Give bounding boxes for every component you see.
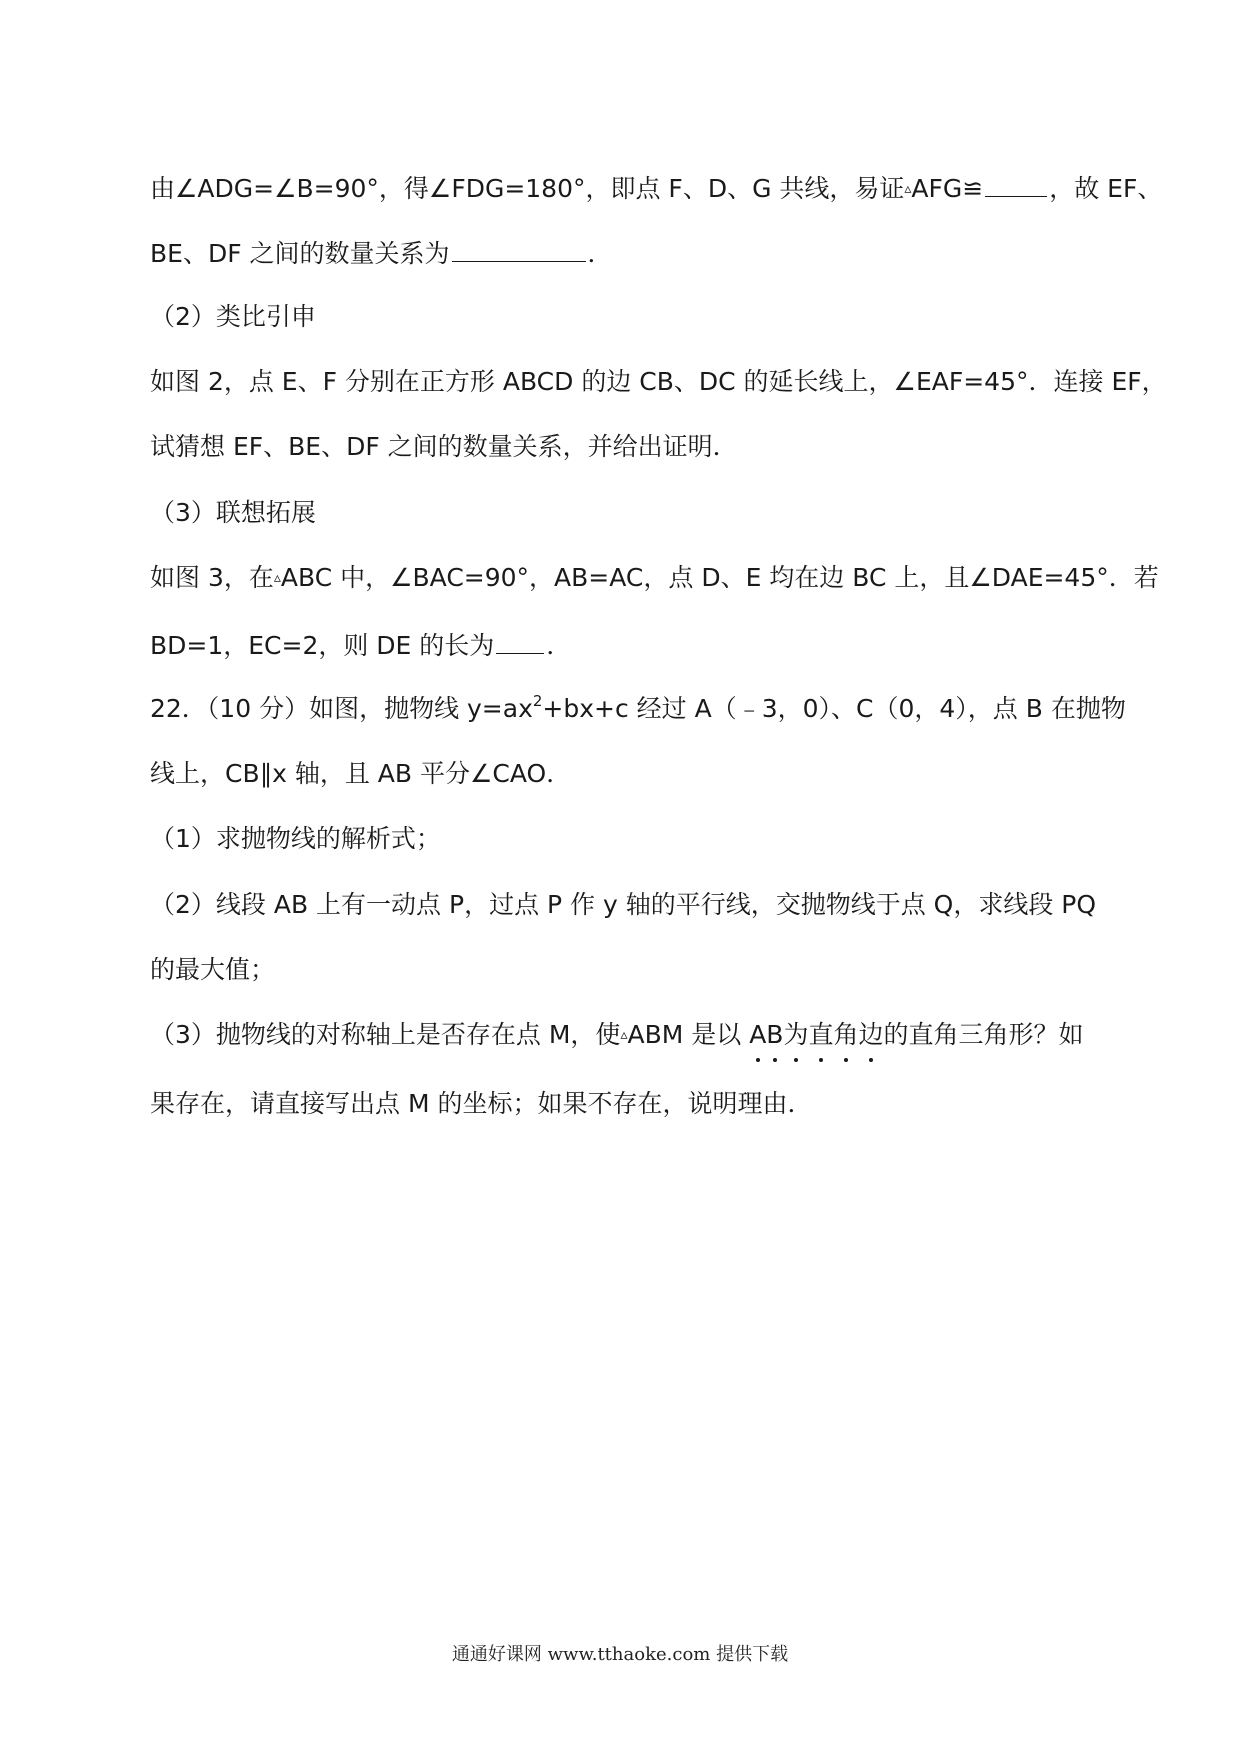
answer-blank — [985, 170, 1047, 197]
text-line-1 — [150, 170, 1163, 206]
text-segment: （3）抛物线的对称轴上是否存在点 M，使 — [150, 1020, 621, 1049]
triangle-symbol: ▵ — [904, 181, 912, 197]
text-segment: ABM 是以 — [627, 1020, 750, 1049]
text-line-4: 如图 2，点 E、F 分别在正方形 ABCD 的边 CB、DC 的延长线上，∠EAF=45°．连接 EF， — [150, 367, 1167, 396]
text-segment: AFG≌ — [911, 174, 984, 203]
answer-blank — [452, 235, 586, 262]
question-22-part-2-cont: 的最大值； — [150, 955, 276, 984]
section-heading-2: （2）类比引申 — [150, 302, 316, 331]
text-segment: ，故 EF、 — [1049, 174, 1163, 203]
emphasis-char: B — [766, 1018, 783, 1052]
emphasis-char: 角 — [833, 1018, 858, 1052]
question-22-part-3-cont: 果存在，请直接写出点 M 的坐标；如果不存在，说明理由． — [150, 1089, 813, 1118]
text-segment: 的直角三角形？如 — [883, 1020, 1084, 1049]
triangle-symbol: ▵ — [273, 570, 281, 586]
text-line-8 — [150, 627, 1110, 663]
text-segment: 如图 3，在 — [150, 563, 274, 592]
question-22-line-1 — [150, 691, 1126, 726]
answer-blank — [496, 627, 544, 654]
emphasis-char: A — [749, 1018, 766, 1052]
text-segment: 由∠ADG=∠B=90°，得∠FDG=180°，即点 F、D、G 共线，易证 — [150, 174, 905, 203]
emphasis-char: 为 — [783, 1018, 808, 1052]
text-segment: 22．（10 分）如图，抛物线 y=ax — [150, 694, 533, 723]
question-22-part-2: （2）线段 AB 上有一动点 P，过点 P 作 y 轴的平行线，交抛物线于点 Q，求线段 PQ — [150, 890, 1097, 919]
emphasis-dotted-text — [749, 1020, 883, 1049]
text-line-5: 试猜想 EF、BE、DF 之间的数量关系，并给出证明． — [150, 432, 738, 461]
question-22-line-2: 线上，CB∥x 轴，且 AB 平分∠CAO． — [150, 759, 572, 788]
text-segment: BD=1，EC=2，则 DE 的长为 — [150, 631, 495, 660]
text-line-7 — [150, 561, 1159, 595]
text-segment: ． — [546, 631, 572, 660]
exponent: 2 — [532, 691, 543, 710]
text-line-2 — [150, 235, 1110, 271]
triangle-symbol: ▵ — [620, 1027, 628, 1043]
question-22-part-1: （1）求抛物线的解析式； — [150, 824, 441, 853]
emphasis-char: 边 — [859, 1018, 884, 1052]
text-segment: +bx+c 经过 A（﹣3，0）、C（0，4），点 B 在抛物 — [542, 694, 1126, 723]
text-segment: ABC 中，∠BAC=90°，AB=AC，点 D、E 均在边 BC 上，且∠DAE=45°．若 — [280, 563, 1159, 592]
page-footer: 通通好课网 www.tthaoke.com 提供下载 — [451, 1644, 789, 1665]
text-segment: ． — [587, 239, 613, 268]
section-heading-3: （3）联想拓展 — [150, 498, 316, 527]
text-segment: BE、DF 之间的数量关系为 — [150, 239, 450, 268]
question-22-part-3 — [150, 1018, 1110, 1052]
emphasis-char: 直 — [808, 1018, 833, 1052]
